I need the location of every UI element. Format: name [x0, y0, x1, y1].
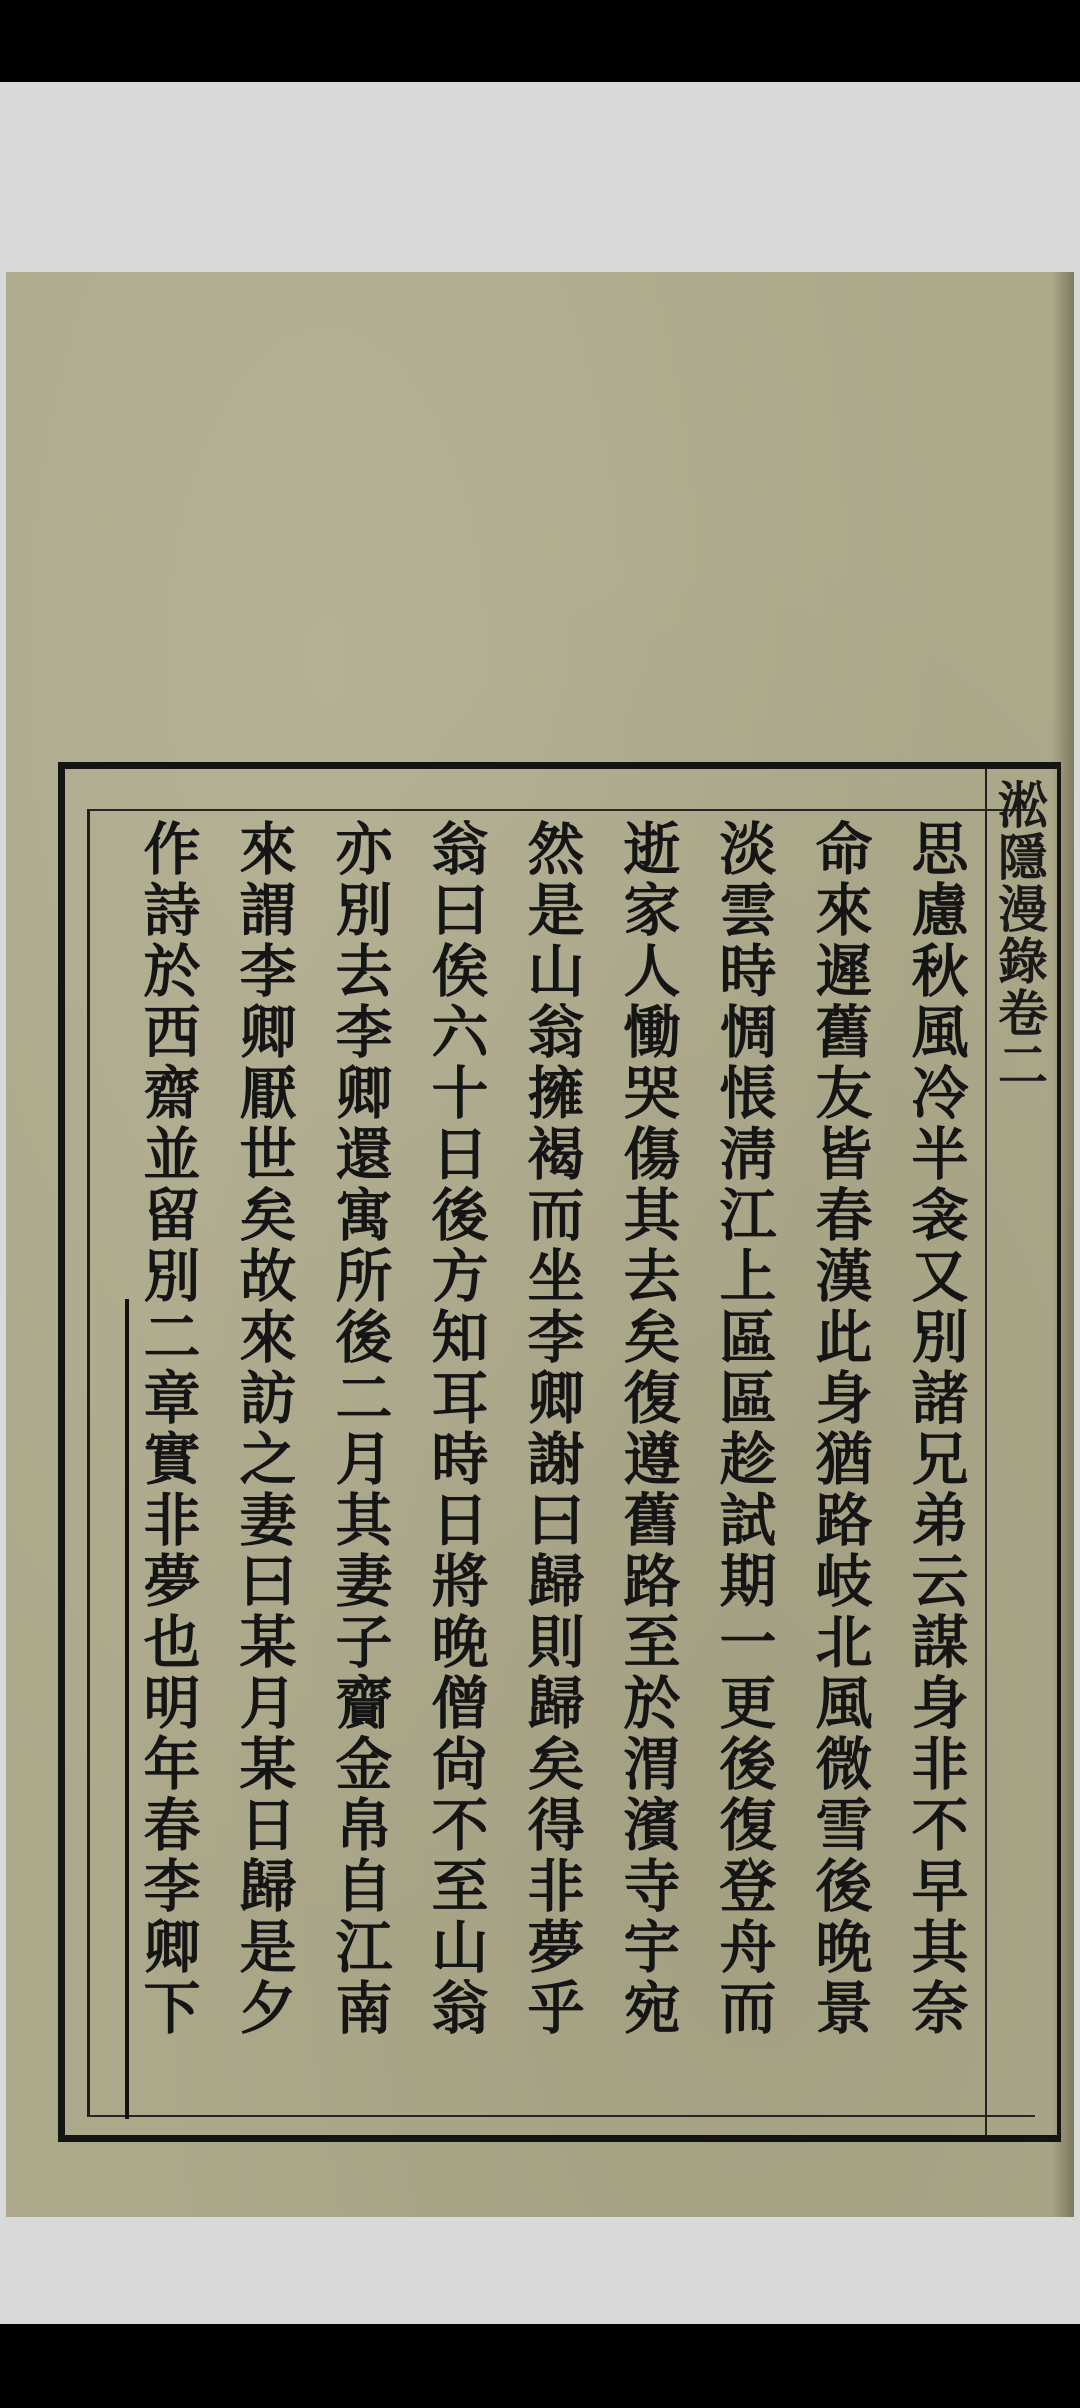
navigation-bar: [0, 2324, 1080, 2408]
text-column-9: 作詩於西齋並留別二章實非夢也明年春李卿下: [134, 819, 201, 2039]
text-column-6: 翁曰俟六十日後方知耳時日將晚僧尙不至山翁: [422, 819, 489, 2039]
status-bar: [0, 0, 1080, 82]
volume-label: 卷二: [990, 987, 1049, 1091]
text-column-1: 思慮秋風冷半衾又別諸兄弟云謀身非不早其奈: [902, 819, 969, 2039]
text-column-4: 逝家人慟哭傷其去矣復遵舊路至於渭濱寺宇宛: [614, 819, 681, 2039]
lower-box-rule: [125, 1299, 129, 2119]
text-frame: [58, 762, 1061, 2142]
book-title: 淞隱漫錄: [990, 779, 1049, 987]
text-column-8: 來謂李卿厭世矣故來訪之妻曰某月某日歸是夕: [230, 819, 297, 2039]
header-column-rule: [985, 769, 987, 2135]
text-column-5: 然是山翁擁褐而坐李卿謝曰歸則歸矣得非夢乎: [518, 819, 585, 2039]
text-column-2: 命來遲舊友皆春漢此身猶路岐北風微雪後晚景: [806, 819, 873, 2039]
text-column-7: 亦別去李卿還寓所後二月其妻子齎金帛自江南: [326, 819, 393, 2039]
book-page-scan: [6, 272, 1074, 2217]
text-column-3: 淡雲時惆悵淸江上區區趁試期一更後復登舟而: [710, 819, 777, 2039]
page-header: [989, 779, 1049, 1091]
